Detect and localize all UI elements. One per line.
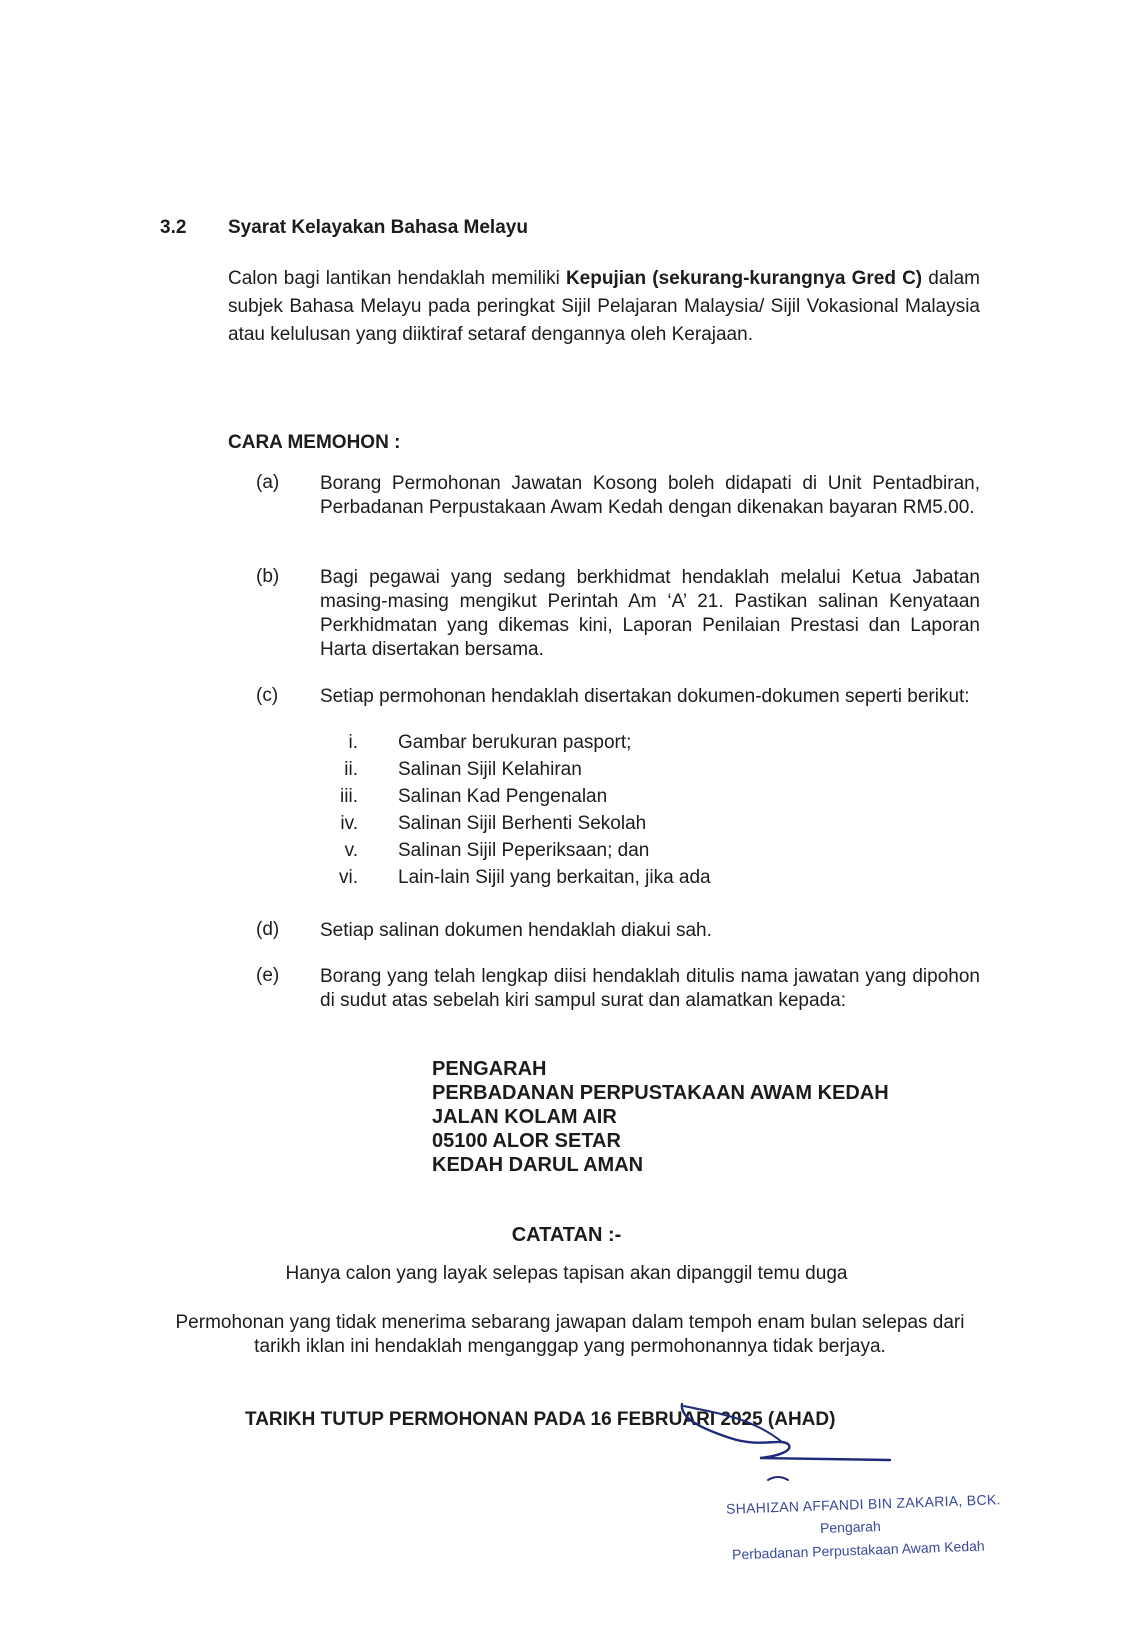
sub-item-text-1: Gambar berukuran pasport;	[398, 732, 632, 753]
catatan-note-1: Hanya calon yang layak selepas tapisan akan dipanggil temu duga	[285, 1263, 848, 1284]
item-label-a: (a)	[256, 472, 280, 493]
sub-item-text-4: Salinan Sijil Berhenti Sekolah	[398, 813, 647, 834]
sub-item-num-4: iv.	[340, 813, 358, 834]
para-suffix: dalam subjek Bahasa Melayu pada peringkat Sijil Pelajaran Malaysia/ Sijil Vokasional Malaysia atau kelulusan yang diiktiraf setaraf dengannya oleh Kerajaan.	[228, 268, 981, 345]
signatory-role: Pengarah	[819, 1517, 881, 1537]
sub-item-text-5: Salinan Sijil Peperiksaan; dan	[398, 840, 650, 861]
item-text-b: Bagi pegawai yang sedang berkhidmat hendaklah melalui Ketua Jabatan masing-masing mengikut Perintah Am ‘A’ 21. Pastikan salinan Kenyataan Perkhidmatan yang dikemas kini, Laporan Penilaian Prestasi dan Laporan Harta disertakan bersama.	[320, 567, 980, 660]
sub-item-text-3: Salinan Kad Pengenalan	[398, 786, 608, 807]
address-line-2: PERBADANAN PERPUSTAKAAN AWAM KEDAH	[432, 1082, 889, 1104]
cara-memohon-heading: CARA MEMOHON :	[228, 432, 401, 453]
closing-date: TARIKH TUTUP PERMOHONAN PADA 16 FEBRUARI 2025 (AHAD)	[245, 1409, 836, 1430]
sub-item-num-5: v.	[344, 840, 358, 861]
sub-item-text-6: Lain-lain Sijil yang berkaitan, jika ada	[398, 867, 711, 888]
para-prefix: Calon bagi lantikan hendaklah memiliki	[228, 268, 566, 289]
sub-item-num-1: i.	[348, 732, 358, 753]
sub-item-num-2: ii.	[344, 759, 358, 780]
item-label-c: (c)	[256, 685, 279, 706]
address-line-1: PENGARAH	[432, 1058, 547, 1080]
item-text-c: Setiap permohonan hendaklah disertakan dokumen-dokumen seperti berikut:	[320, 686, 970, 707]
sub-item-num-6: vi.	[339, 867, 358, 888]
section-paragraph	[228, 265, 980, 349]
signatory-organization: Perbadanan Perpustakaan Awam Kedah	[731, 1537, 985, 1563]
item-text-a: Borang Permohonan Jawatan Kosong boleh didapati di Unit Pentadbiran, Perbadanan Perpustakaan Awam Kedah dengan dikenakan bayaran RM5.00.	[320, 473, 980, 518]
section-number: 3.2	[160, 217, 187, 238]
catatan-heading: CATATAN :-	[511, 1224, 622, 1246]
signatory-name: SHAHIZAN AFFANDI BIN ZAKARIA, BCK.	[725, 1491, 1001, 1517]
address-line-4: 05100 ALOR SETAR	[432, 1130, 621, 1152]
catatan-note-2: Permohonan yang tidak menerima sebarang jawapan dalam tempoh enam bulan selepas dari tarikh iklan ini hendaklah menganggap yang permohonannya tidak berjaya.	[175, 1312, 965, 1357]
sub-item-num-3: iii.	[340, 786, 358, 807]
item-text-e: Borang yang telah lengkap diisi hendaklah ditulis nama jawatan yang dipohon di sudut atas sebelah kiri sampul surat dan alamatkan kepada:	[320, 966, 980, 1011]
section-title: Syarat Kelayakan Bahasa Melayu	[228, 217, 528, 238]
para-bold: Kepujian (sekurang-kurangnya Gred C)	[565, 268, 923, 289]
item-label-e: (e)	[256, 965, 280, 986]
address-line-3: JALAN KOLAM AIR	[432, 1106, 617, 1128]
item-label-b: (b)	[256, 566, 280, 587]
item-text-d: Setiap salinan dokumen hendaklah diakui sah.	[320, 920, 712, 941]
address-block	[432, 1057, 889, 1177]
address-line-5: KEDAH DARUL AMAN	[432, 1154, 644, 1176]
signature-scribble-icon	[670, 1398, 910, 1488]
item-label-d: (d)	[256, 919, 280, 940]
sub-item-text-2: Salinan Sijil Kelahiran	[398, 759, 582, 780]
